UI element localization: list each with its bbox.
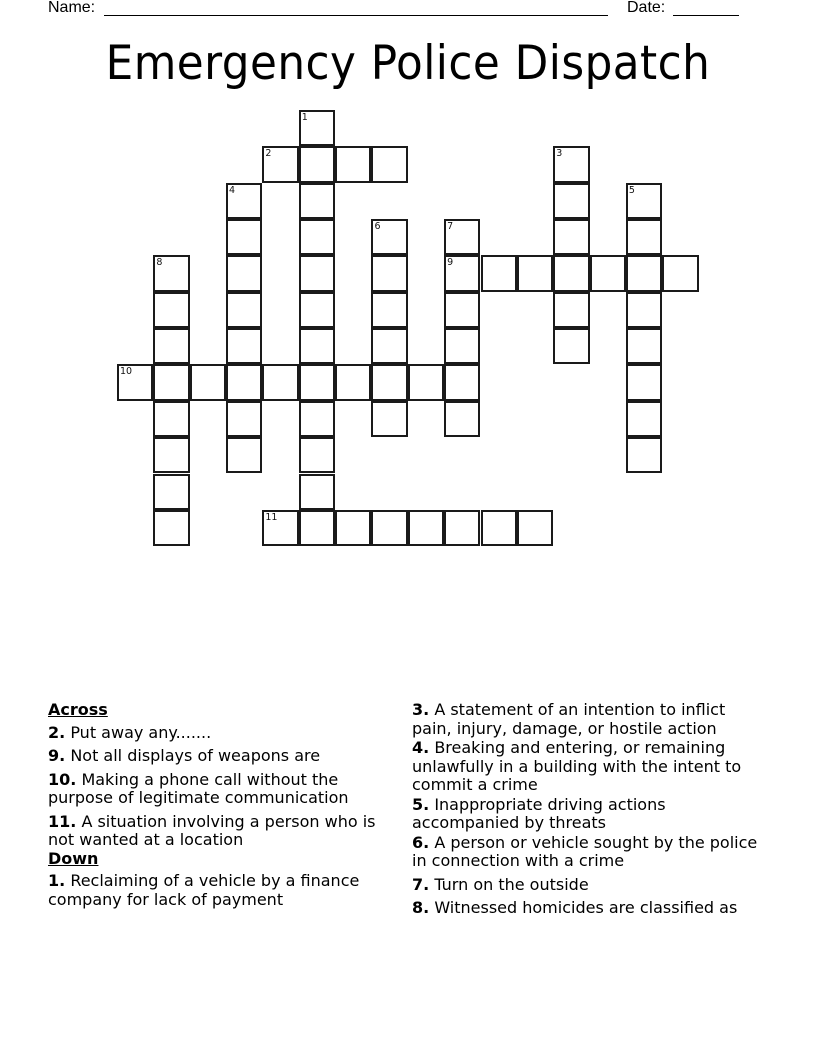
clue-number-label: 6 [374, 221, 381, 233]
crossword-cell[interactable] [226, 328, 262, 364]
crossword-cell[interactable] [262, 510, 298, 546]
crossword-cell[interactable] [371, 510, 407, 546]
down-heading: Down [48, 848, 99, 868]
clue-number-label: 7 [447, 221, 454, 233]
clue-number-label: 11 [265, 511, 278, 523]
crossword-cell[interactable] [553, 255, 589, 291]
crossword-cell[interactable] [226, 219, 262, 255]
crossword-cell[interactable] [590, 255, 626, 291]
crossword-cell[interactable] [335, 364, 371, 400]
clue-number-label: 2 [265, 148, 272, 160]
clue-number: 6. [412, 832, 430, 852]
crossword-cell[interactable] [626, 401, 662, 437]
clue-down-8 [412, 899, 762, 918]
crossword-cell[interactable] [335, 146, 371, 182]
crossword-cell[interactable] [262, 146, 298, 182]
crossword-grid [117, 110, 717, 550]
crossword-cell[interactable] [371, 255, 407, 291]
clue-number-label: 3 [556, 148, 563, 160]
clue-number: 7. [412, 874, 430, 894]
crossword-cell[interactable] [371, 292, 407, 328]
crossword-cell[interactable] [153, 255, 189, 291]
crossword-cell[interactable] [626, 437, 662, 473]
crossword-cell[interactable] [626, 219, 662, 255]
crossword-cell[interactable] [371, 146, 407, 182]
clue-across-9 [48, 747, 398, 766]
crossword-cell[interactable] [553, 183, 589, 219]
crossword-cell[interactable] [153, 474, 189, 510]
name-field[interactable] [104, 0, 608, 16]
clue-across-2 [48, 724, 398, 743]
clue-number-label: 5 [628, 184, 635, 196]
crossword-cell[interactable] [444, 328, 480, 364]
crossword-cell[interactable] [299, 292, 335, 328]
clue-number-label: 10 [120, 366, 133, 378]
crossword-cell[interactable] [371, 219, 407, 255]
crossword-cell[interactable] [481, 255, 517, 291]
clue-down-6 [412, 834, 762, 871]
clue-number: 5. [412, 794, 430, 814]
clue-number: 11. [48, 811, 77, 831]
clue-number: 8. [412, 898, 430, 917]
clue-text: Inappropriate driving actions accompanied by threats [412, 794, 666, 832]
crossword-cell[interactable] [626, 364, 662, 400]
crossword-cell[interactable] [299, 110, 335, 146]
crossword-cell[interactable] [408, 364, 444, 400]
across-heading: Across [48, 700, 108, 719]
clue-number: 1. [48, 871, 66, 890]
crossword-cell[interactable] [299, 510, 335, 546]
crossword-cell[interactable] [190, 364, 226, 400]
crossword-cell[interactable] [553, 219, 589, 255]
crossword-cell[interactable] [481, 510, 517, 546]
date-label: Date: [627, 0, 666, 16]
clues-right-column [412, 701, 762, 923]
crossword-cell[interactable] [153, 401, 189, 437]
crossword-cell[interactable] [408, 510, 444, 546]
crossword-cell[interactable] [262, 364, 298, 400]
crossword-cell[interactable] [153, 328, 189, 364]
clue-across-10 [48, 771, 398, 808]
crossword-cell[interactable] [153, 510, 189, 546]
crossword-cell[interactable] [444, 510, 480, 546]
clue-text: A person or vehicle sought by the police in connection with a crime [412, 832, 758, 870]
crossword-cell[interactable] [299, 219, 335, 255]
crossword-cell[interactable] [299, 474, 335, 510]
clue-text: Not all displays of weapons are [70, 746, 321, 765]
clue-number-label: 9 [447, 257, 454, 269]
page-title: Emergency Police Dispatch [105, 36, 711, 91]
crossword-cell[interactable] [371, 328, 407, 364]
date-field[interactable] [673, 0, 739, 16]
clue-down-3 [412, 701, 762, 738]
clue-text: Breaking and entering, or remaining unlawfully in a building with the intent to commit a crime [412, 738, 742, 794]
clue-text: A situation involving a person who is not wanted at a location [48, 811, 376, 849]
clue-down-7 [412, 876, 762, 895]
clue-number-label: 8 [156, 257, 163, 269]
clue-text: Making a phone call without the purpose of legitimate communication [48, 769, 349, 807]
crossword-cell[interactable] [299, 328, 335, 364]
crossword-cell[interactable] [444, 292, 480, 328]
crossword-cell[interactable] [444, 255, 480, 291]
clues-left-column [48, 701, 398, 914]
crossword-cell[interactable] [371, 364, 407, 400]
crossword-cell[interactable] [117, 364, 153, 400]
crossword-cell[interactable] [226, 401, 262, 437]
clue-text: Put away any....... [70, 722, 212, 742]
crossword-cell[interactable] [553, 328, 589, 364]
crossword-cell[interactable] [517, 510, 553, 546]
crossword-cell[interactable] [626, 255, 662, 291]
clue-number: 4. [412, 738, 430, 757]
crossword-cell[interactable] [299, 183, 335, 219]
crossword-cell[interactable] [444, 219, 480, 255]
crossword-cell[interactable] [153, 437, 189, 473]
crossword-cell[interactable] [153, 364, 189, 400]
clue-number-label: 4 [229, 184, 236, 196]
crossword-cell[interactable] [662, 255, 698, 291]
crossword-cell[interactable] [153, 292, 189, 328]
crossword-cell[interactable] [226, 437, 262, 473]
crossword-cell[interactable] [553, 146, 589, 182]
crossword-cell[interactable] [299, 146, 335, 182]
clue-down-1 [48, 872, 398, 909]
clue-number: 2. [48, 722, 66, 742]
clue-text: Witnessed homicides are classified as [434, 898, 738, 917]
header-line [48, 0, 748, 20]
clue-text: Reclaiming of a vehicle by a finance company for lack of payment [48, 871, 360, 909]
crossword-cell[interactable] [371, 401, 407, 437]
crossword-cell[interactable] [226, 364, 262, 400]
clue-number: 10. [48, 769, 77, 789]
crossword-cell[interactable] [626, 183, 662, 219]
name-label: Name: [48, 0, 96, 16]
crossword-cell[interactable] [335, 510, 371, 546]
crossword-cell[interactable] [444, 364, 480, 400]
crossword-cell[interactable] [626, 292, 662, 328]
crossword-cell[interactable] [626, 328, 662, 364]
crossword-cell[interactable] [444, 401, 480, 437]
clue-across-11 [48, 813, 398, 850]
crossword-cell[interactable] [553, 292, 589, 328]
clue-number: 3. [412, 700, 430, 719]
crossword-cell[interactable] [299, 255, 335, 291]
clue-down-5 [412, 796, 762, 833]
clue-number-label: 1 [301, 112, 308, 123]
crossword-cell[interactable] [226, 292, 262, 328]
crossword-cell[interactable] [299, 401, 335, 437]
crossword-cell[interactable] [226, 255, 262, 291]
crossword-cell[interactable] [226, 183, 262, 219]
crossword-cell[interactable] [299, 364, 335, 400]
crossword-cell[interactable] [517, 255, 553, 291]
clue-text: Turn on the outside [434, 874, 589, 894]
clue-down-4 [412, 739, 762, 795]
crossword-cell[interactable] [299, 437, 335, 473]
clue-number: 9. [48, 746, 66, 765]
clue-text: A statement of an intention to inflict pain, injury, damage, or hostile action [412, 700, 726, 738]
